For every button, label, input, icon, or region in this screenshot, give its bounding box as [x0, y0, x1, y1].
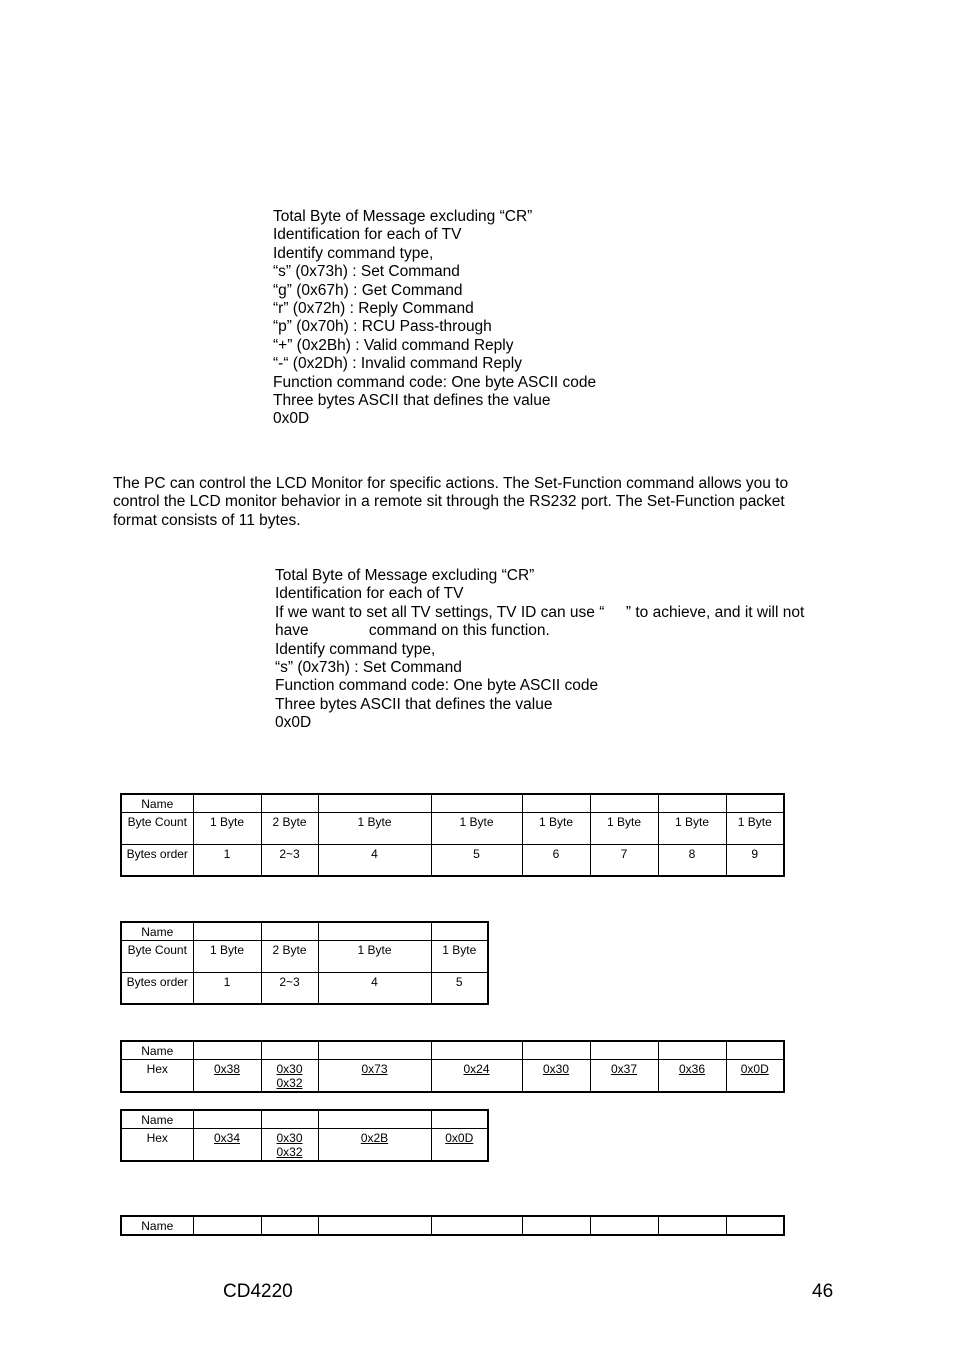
hex-cell: [318, 1128, 431, 1161]
table-row: [121, 1110, 488, 1128]
hex-value: 0x30: [276, 1061, 303, 1076]
footer-page-number: 46: [812, 1281, 834, 1302]
hex-value: 0x36: [678, 1061, 706, 1076]
line: Identify command type,: [273, 244, 434, 262]
hex-value: 0x34: [213, 1130, 241, 1145]
cell: [261, 1041, 318, 1059]
line: Function command code: One byte ASCII code: [273, 373, 597, 391]
cell: 1 Byte: [522, 812, 590, 844]
cell: [318, 1216, 431, 1235]
cell: [193, 1041, 261, 1059]
line: “-“ (0x2Dh) : Invalid command Reply: [273, 355, 522, 373]
row-label: Name: [121, 1110, 193, 1128]
cell: [431, 1041, 522, 1059]
cell: 1 Byte: [318, 940, 431, 972]
line: Total Byte of Message excluding “CR”: [273, 208, 533, 225]
table-row: [121, 1216, 784, 1235]
row-label: Bytes order: [121, 972, 193, 1004]
reply-example-hex-table: [120, 1109, 489, 1162]
line: Function command code: One byte ASCII code: [275, 677, 599, 695]
line: “s” (0x73h) : Set Command: [273, 263, 460, 281]
cell: 4: [318, 844, 431, 876]
hex-value: 0x32: [276, 1145, 303, 1159]
hex-value: 0x24: [463, 1061, 490, 1076]
line: 0x0D: [273, 410, 310, 428]
cell: [726, 1041, 784, 1059]
line: If we want to set all TV settings, TV ID can use “ ” to achieve, and it will not: [275, 603, 805, 621]
cell: 1 Byte: [726, 812, 784, 844]
row-label: Hex: [121, 1128, 193, 1161]
line: “r” (0x72h) : Reply Command: [273, 300, 474, 318]
hex-cell: [658, 1059, 726, 1092]
hex-value: 0x2B: [360, 1130, 389, 1145]
hex-value: 0x30: [276, 1130, 303, 1145]
row-label: Name: [121, 922, 193, 940]
cell: [522, 794, 590, 812]
hex-cell: [193, 1059, 261, 1092]
reply-packet-table: [120, 921, 489, 1005]
row-label: Name: [121, 794, 193, 812]
set-function-packet-table: [120, 793, 785, 877]
cell: 4: [318, 972, 431, 1004]
cell: [318, 1041, 431, 1059]
cell: [261, 922, 318, 940]
cell: [431, 922, 488, 940]
cell: [193, 1216, 261, 1235]
table-row: [121, 1059, 784, 1092]
cell: 1 Byte: [658, 812, 726, 844]
row-label: Byte Count: [121, 812, 193, 844]
hex-cell: [261, 1059, 318, 1092]
cell: 2 Byte: [261, 812, 318, 844]
table-row: [121, 844, 784, 876]
hex-value: 0x30: [542, 1061, 570, 1076]
cell: [658, 1041, 726, 1059]
cell: 2 Byte: [261, 940, 318, 972]
cell: 1 Byte: [431, 940, 488, 972]
line: control the LCD monitor behavior in a remote sit through the RS232 port. The Set-Function packet: [113, 493, 785, 511]
cell: [318, 922, 431, 940]
table-row: [121, 1128, 488, 1161]
set-function-intro: [113, 475, 833, 530]
hex-cell: [522, 1059, 590, 1092]
hex-value: 0x32: [276, 1076, 303, 1090]
cell: 5: [431, 972, 488, 1004]
row-label: Name: [121, 1216, 193, 1235]
line: “p” (0x70h) : RCU Pass-through: [273, 318, 492, 336]
cell: 7: [590, 844, 658, 876]
line: “g” (0x67h) : Get Command: [273, 281, 463, 299]
cell: 1 Byte: [431, 812, 522, 844]
cell: [658, 794, 726, 812]
cell: 2~3: [261, 844, 318, 876]
line: Three bytes ASCII that defines the value: [273, 392, 551, 410]
cell: 1: [193, 972, 261, 1004]
line: Identification for each of TV: [275, 585, 464, 603]
cell: [431, 1110, 488, 1128]
line: “s” (0x73h) : Set Command: [275, 659, 462, 677]
line: have command on this function.: [275, 622, 550, 640]
cell: [726, 794, 784, 812]
table-row: [121, 922, 488, 940]
line: Total Byte of Message excluding “CR”: [275, 567, 535, 584]
line: 0x0D: [275, 714, 312, 732]
hex-cell: [431, 1128, 488, 1161]
hex-cell: [261, 1128, 318, 1161]
line: Identify command type,: [275, 640, 436, 658]
table-row: [121, 794, 784, 812]
hex-value: 0x37: [610, 1061, 638, 1076]
cell: [522, 1216, 590, 1235]
set-function-description: [275, 567, 804, 733]
cell: 1 Byte: [193, 812, 261, 844]
cell: [193, 922, 261, 940]
cell: [431, 794, 522, 812]
cell: [590, 1216, 658, 1235]
cell: [726, 1216, 784, 1235]
cell: 1 Byte: [318, 812, 431, 844]
cell: 1 Byte: [590, 812, 658, 844]
cell: [318, 794, 431, 812]
hex-cell: [318, 1059, 431, 1092]
table-row: [121, 972, 488, 1004]
line: Identification for each of TV: [273, 226, 462, 244]
hex-value: 0x38: [213, 1061, 241, 1076]
line: Three bytes ASCII that defines the value: [275, 695, 553, 713]
cell: 6: [522, 844, 590, 876]
cell: 1: [193, 844, 261, 876]
hex-cell: [431, 1059, 522, 1092]
table-row: [121, 812, 784, 844]
cell: 5: [431, 844, 522, 876]
set-example-hex-table: [120, 1040, 785, 1093]
message-format-description: [273, 208, 596, 429]
line: “+” (0x2Bh) : Valid command Reply: [273, 336, 514, 354]
cell: 1 Byte: [193, 940, 261, 972]
line: The PC can control the LCD Monitor for specific actions. The Set-Function command allows you to: [113, 475, 789, 492]
cell: [431, 1216, 522, 1235]
hex-value: 0x0D: [445, 1130, 474, 1145]
row-label: Name: [121, 1041, 193, 1059]
cell: [193, 1110, 261, 1128]
row-label: Bytes order: [121, 844, 193, 876]
hex-cell: [590, 1059, 658, 1092]
hex-value: 0x73: [361, 1061, 388, 1076]
table-row: [121, 1041, 784, 1059]
footer-model: CD4220: [223, 1281, 293, 1302]
row-label: Byte Count: [121, 940, 193, 972]
cell: [590, 794, 658, 812]
hex-cell: [193, 1128, 261, 1161]
cell: [261, 1110, 318, 1128]
cell: [590, 1041, 658, 1059]
cell: [261, 794, 318, 812]
cell: [193, 794, 261, 812]
next-packet-table: [120, 1215, 785, 1236]
table-row: [121, 940, 488, 972]
hex-cell: [726, 1059, 784, 1092]
hex-value: 0x0D: [740, 1061, 769, 1076]
cell: 8: [658, 844, 726, 876]
row-label: Hex: [121, 1059, 193, 1092]
cell: 2~3: [261, 972, 318, 1004]
cell: 9: [726, 844, 784, 876]
line: format consists of 11 bytes.: [113, 511, 301, 529]
cell: [658, 1216, 726, 1235]
cell: [522, 1041, 590, 1059]
cell: [318, 1110, 431, 1128]
cell: [261, 1216, 318, 1235]
